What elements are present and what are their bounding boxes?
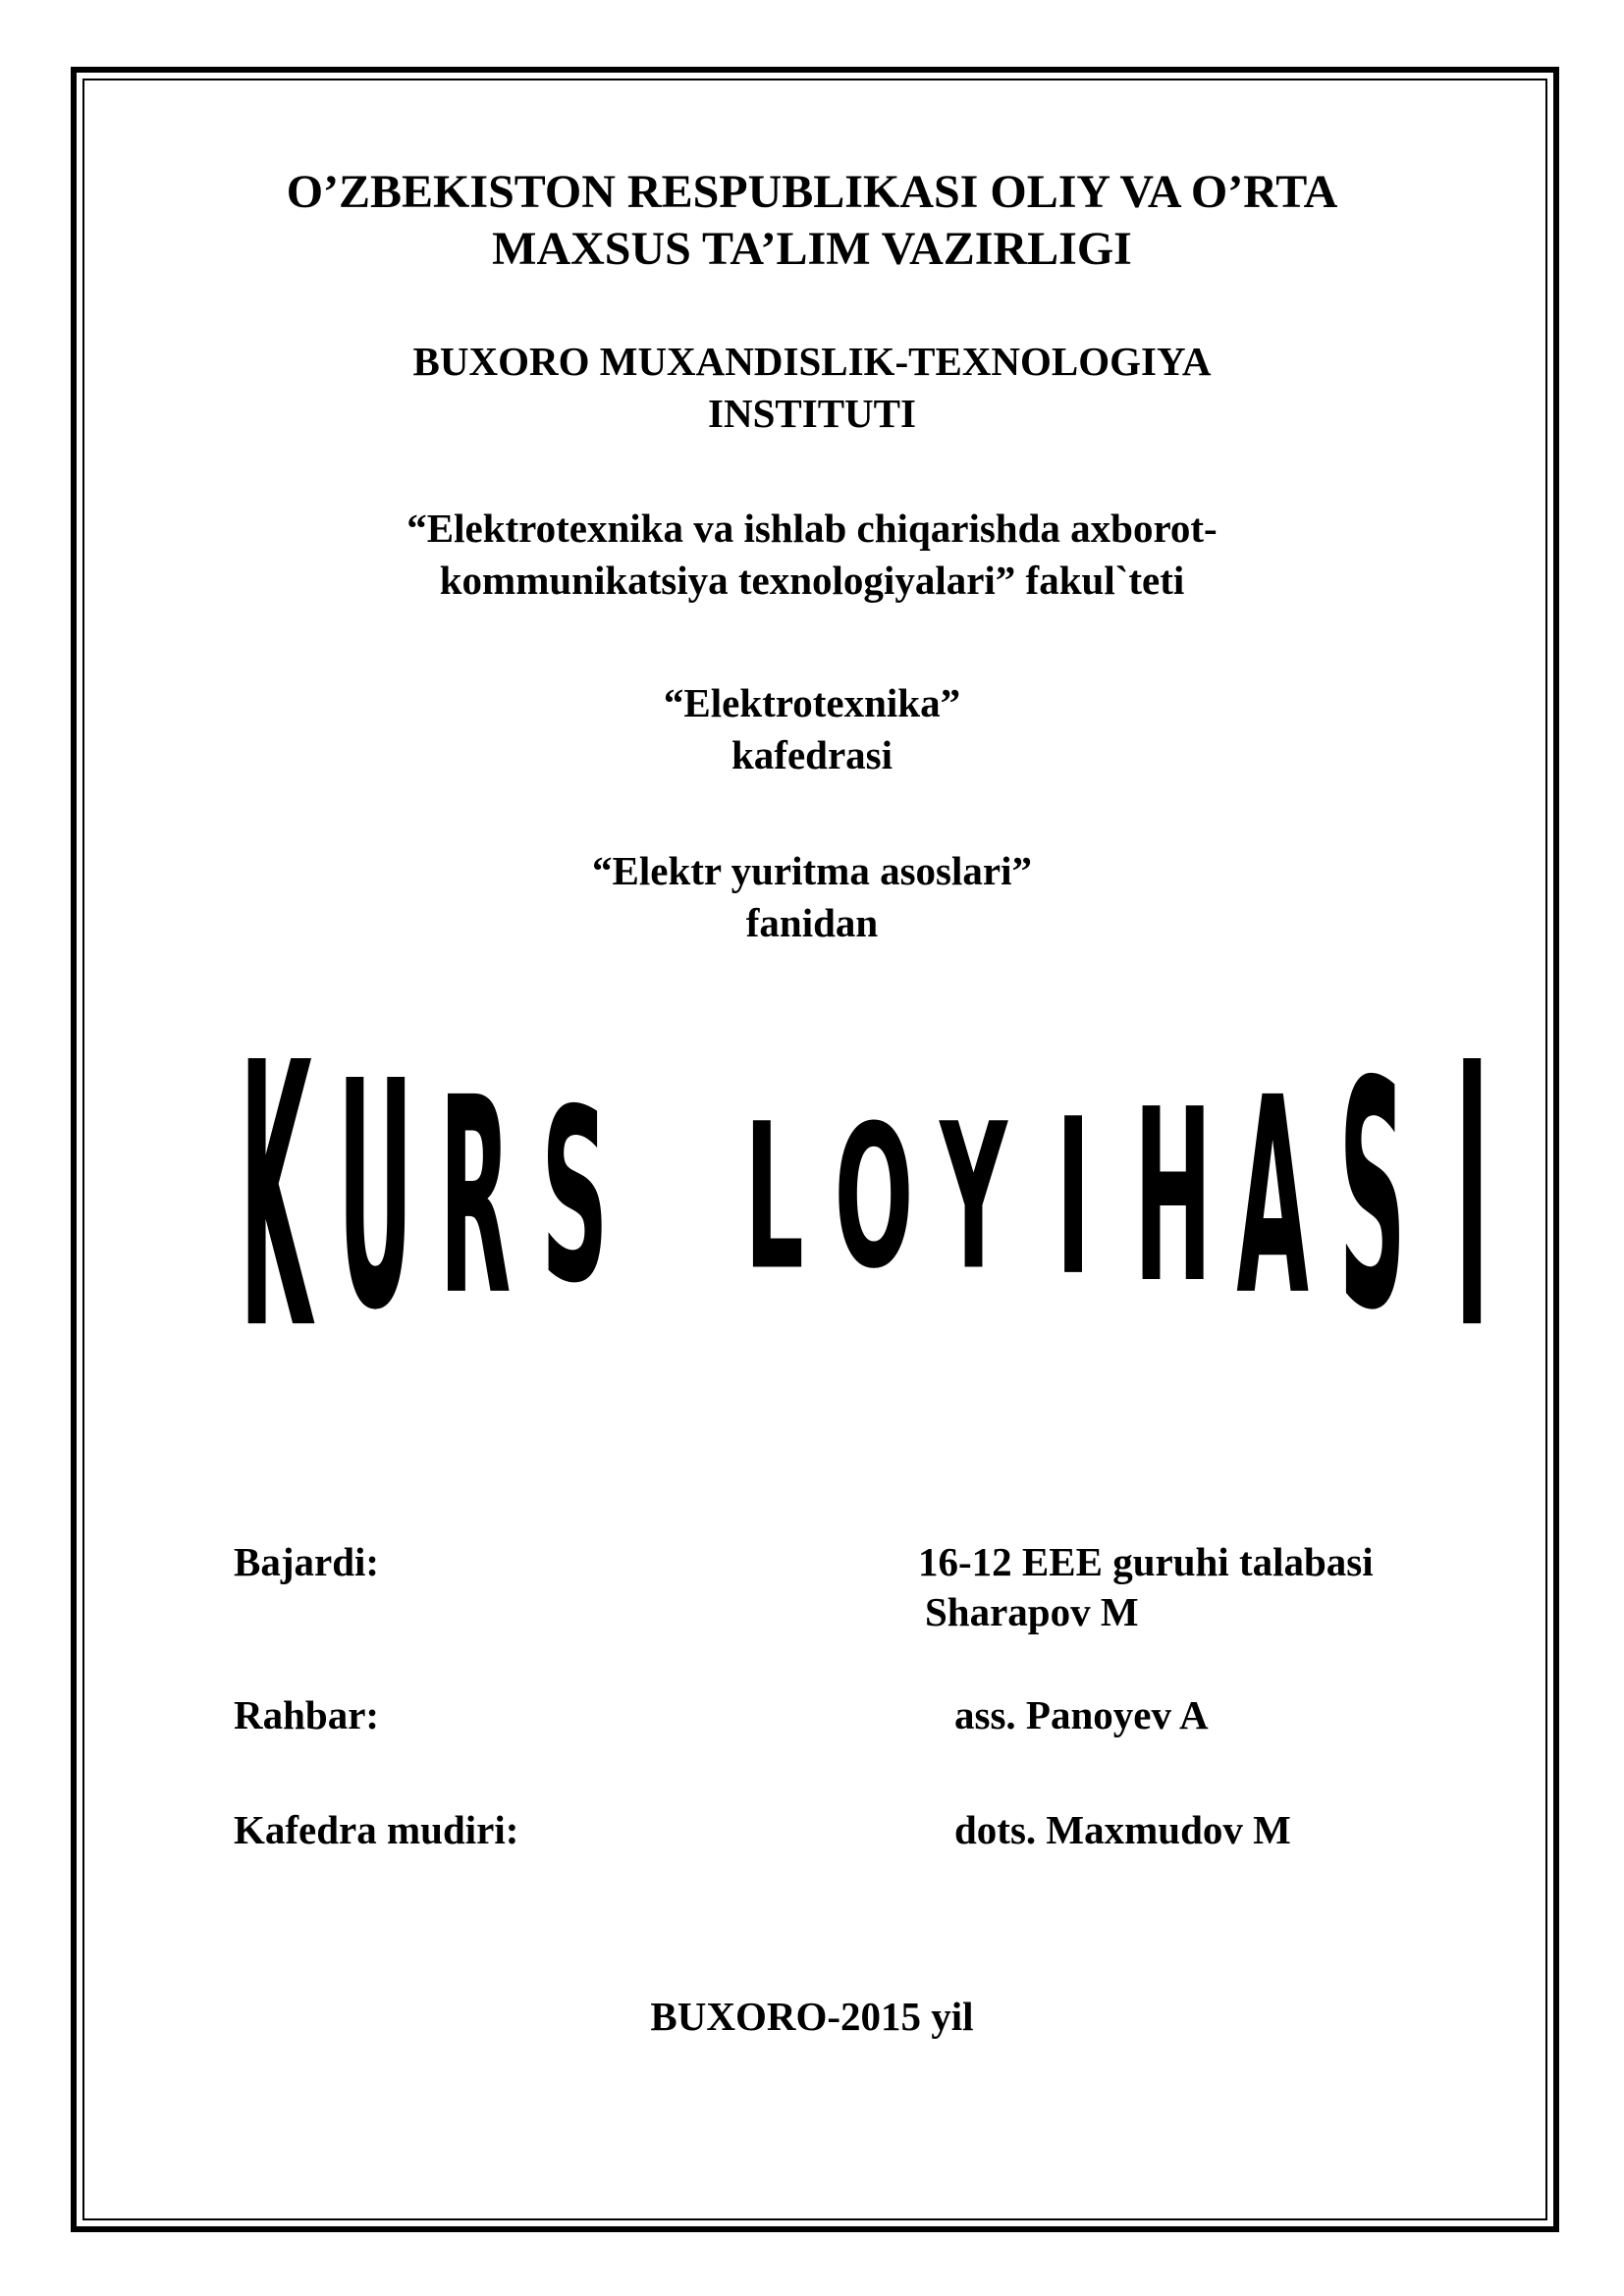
- title-letter: I: [1454, 991, 1489, 1404]
- subject-line-2: fanidan: [745, 900, 879, 945]
- title-letter: L: [744, 1080, 804, 1315]
- institute-line-2: INSTITUTI: [708, 391, 916, 436]
- head-name: dots. Maxmudov M: [954, 1807, 1291, 1852]
- title-letter: R: [439, 1040, 512, 1356]
- department-heading: [0, 677, 1624, 781]
- city-year: BUXORO-2015 yil: [650, 1994, 974, 2039]
- title-letter: O: [834, 1083, 914, 1312]
- institute-line-1: BUXORO MUXANDISLIK-TEXNOLOGIYA: [412, 339, 1212, 384]
- title-letter: I: [1056, 1072, 1091, 1323]
- supervisor-label: Rahbar:: [234, 1692, 380, 1737]
- faculty-line-1: “Elektrotexnika va ishlab chiqarishda axborot-: [406, 506, 1218, 551]
- faculty-line-2: kommunikatsiya texnologiyalari” fakul`teti: [439, 558, 1185, 603]
- head-label: Kafedra mudiri:: [234, 1807, 519, 1852]
- supervisor-name: ass. Panoyev A: [954, 1692, 1209, 1737]
- institute-heading: [0, 336, 1624, 440]
- ministry-heading: [0, 164, 1624, 278]
- title-letter: S: [1338, 1016, 1406, 1379]
- title-wordart: [226, 991, 1522, 1404]
- title-letter: S: [541, 1059, 609, 1336]
- subject-line-1: “Elektr yuritma asoslari”: [592, 848, 1032, 893]
- title-letter: Y: [940, 1080, 1007, 1315]
- department-line-2: kafedrasi: [731, 732, 893, 777]
- department-line-1: “Elektrotexnika”: [663, 680, 961, 725]
- performed-label: Bajardi:: [234, 1539, 380, 1584]
- performed-student: Sharapov M: [925, 1589, 1139, 1634]
- title-letter: H: [1133, 1059, 1213, 1336]
- ministry-line-2: MAXSUS TA’LIM VAZIRLIGI: [492, 223, 1132, 275]
- performed-group: 16-12 EEE guruhi talabasi: [918, 1539, 1374, 1584]
- subject-heading: [0, 845, 1624, 949]
- faculty-heading: [0, 503, 1624, 607]
- title-letter: U: [337, 1016, 413, 1379]
- title-letter: A: [1236, 1040, 1309, 1356]
- ministry-line-1: O’ZBEKISTON RESPUBLIKASI OLIY VA O’RTA: [286, 166, 1338, 218]
- title-letter: K: [239, 991, 312, 1404]
